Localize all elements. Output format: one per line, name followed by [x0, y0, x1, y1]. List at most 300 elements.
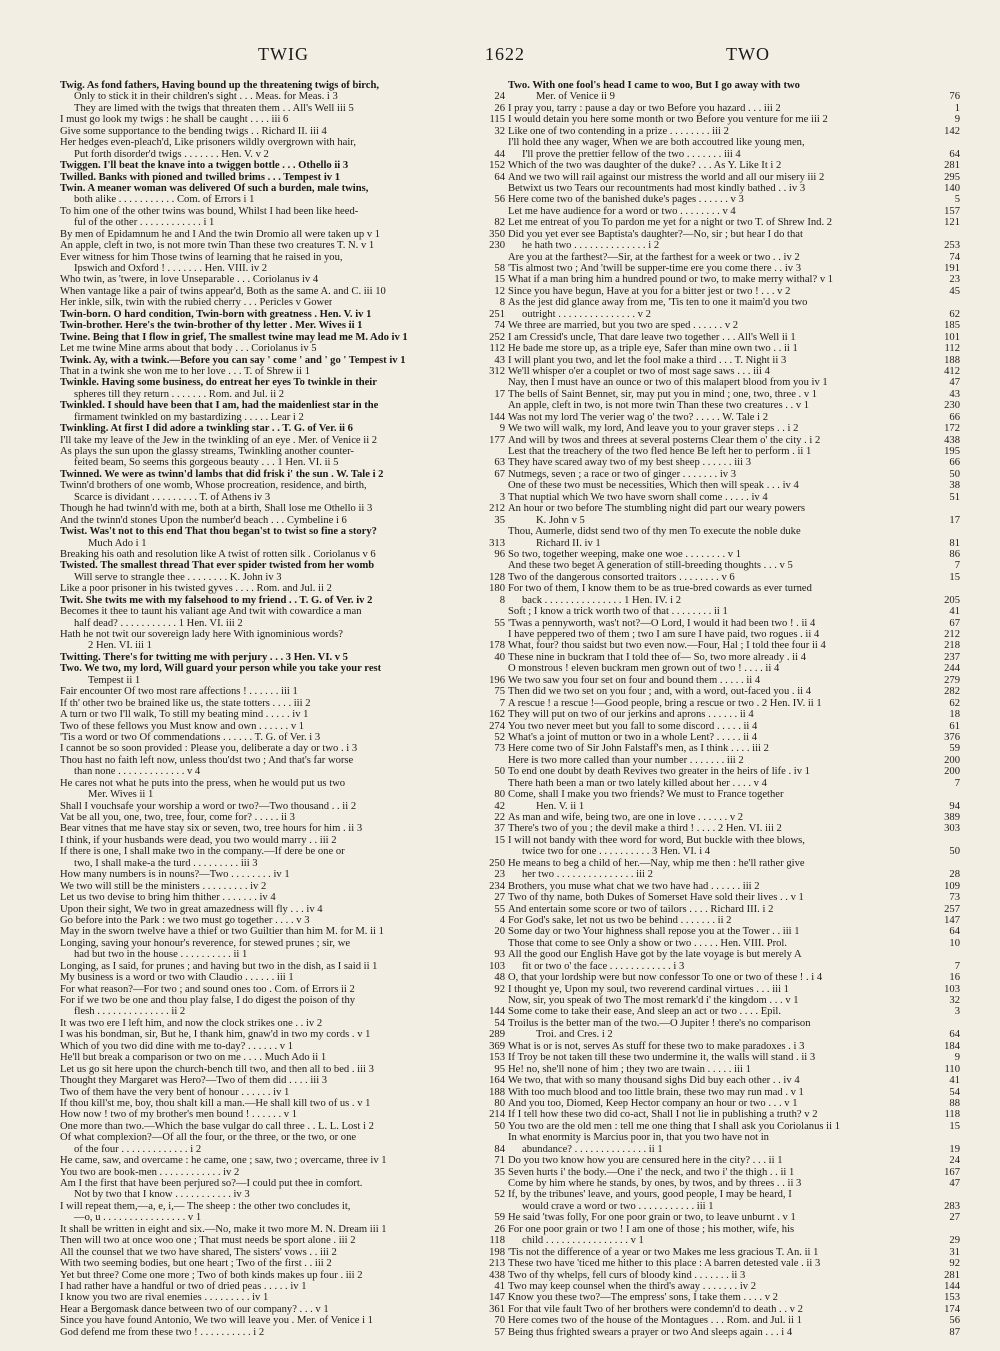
concordance-line — [60, 423, 505, 434]
entry-text: You two are book-men . . . . . . . . . . . . iv 2 — [60, 1166, 240, 1178]
line-number: 61 — [949, 720, 960, 732]
line-number: 185 — [944, 320, 960, 332]
concordance-line — [508, 1235, 960, 1246]
entry-text: Put forth disorder'd twigs . . . . . . . Hen. V. v 2 — [74, 148, 269, 160]
entry-text: Let me twine Mine arms about that body . . . Coriolanus iv 5 — [60, 343, 317, 355]
line-number: 103 — [489, 960, 505, 972]
concordance-line — [508, 343, 960, 354]
line-number: 412 — [944, 365, 960, 377]
entry-text: Twin-born. O hard condition, Twin-born with greatness . Hen. V. iv 1 — [60, 308, 372, 320]
line-number: 66 — [949, 411, 960, 423]
line-number: 26 — [494, 1223, 505, 1235]
concordance-line — [508, 515, 960, 526]
entry-text: Two. With one fool's head I came to woo, But I go away with two — [508, 80, 800, 91]
concordance-line — [508, 640, 960, 651]
entry-text: Thought they Margaret was Hero?—Two of them did . . . . iii 3 — [60, 1075, 328, 1087]
entry-text: feited beam, So seems this gorgeous beauty . . . 1 Hen. VI. ii 5 — [74, 457, 339, 469]
concordance-line — [508, 1064, 960, 1075]
concordance-line — [508, 320, 960, 331]
concordance-line — [508, 778, 960, 789]
concordance-line — [508, 149, 960, 160]
line-number: 42 — [494, 800, 505, 812]
line-number: 22 — [494, 812, 505, 823]
line-number: 9 — [954, 1052, 960, 1064]
line-number: 9 — [954, 114, 960, 126]
entry-text: Twinkling. At first I did adore a twinkling star . . T. G. of Ver. ii 6 — [60, 423, 353, 435]
line-number: 73 — [494, 743, 505, 755]
concordance-line — [508, 377, 960, 388]
concordance-line — [60, 801, 505, 812]
concordance-line — [60, 675, 505, 686]
line-number: 44 — [494, 148, 505, 160]
concordance-line — [60, 618, 505, 629]
concordance-line — [508, 126, 960, 137]
line-number: 86 — [949, 548, 960, 560]
line-number: 178 — [489, 640, 505, 652]
concordance-line — [60, 515, 505, 526]
entry-text: Scarce is dividant . . . . . . . . . T. of Athens iv 3 — [74, 491, 271, 503]
concordance-line — [60, 240, 505, 251]
concordance-line — [508, 1201, 960, 1212]
concordance-line — [508, 412, 960, 423]
line-number: 43 — [494, 354, 505, 366]
entry-text: K. John v 5 — [536, 514, 585, 526]
entry-text: Here comes two of the house of the Montagues . . . Rom. and Jul. ii 1 — [508, 1315, 802, 1327]
entry-text: That nuptial which We two have sworn shall come . . . . . iv 4 — [508, 491, 768, 503]
concordance-line — [508, 1155, 960, 1166]
entry-text: Let us go sit here upon the church-bench till two, and then all to bed . iii 3 — [60, 1063, 374, 1075]
concordance-line — [508, 823, 960, 834]
entry-text: In what enormity is Marcius poor in, that you two have not in — [508, 1132, 769, 1144]
line-number: 24 — [949, 1155, 960, 1167]
entry-text: The bells of Saint Bennet, sir, may put you in mind ; one, two, three . v 1 — [508, 388, 818, 400]
entry-text: As plays the sun upon the glassy streams, Twinkling another counter- — [60, 446, 354, 457]
entry-text: We three are married, but you two are sped . . . . . . v 2 — [508, 320, 739, 332]
concordance-line — [508, 629, 960, 640]
concordance-line — [508, 915, 960, 926]
entry-text: half dead? . . . . . . . . . . . 1 Hen. VI. iii 2 — [74, 617, 243, 629]
entry-text: her two . . . . . . . . . . . . . . . iii 2 — [522, 869, 653, 881]
entry-text: All the good our English Have got by the late voyage is but merely A — [508, 949, 802, 961]
entry-text: Twig. As fond fathers, Having bound up the threatening twigs of birch, — [60, 80, 380, 91]
entry-text: Go before into the Park : we two must go together . . . . v 3 — [60, 914, 310, 926]
entry-text: Twisted. The smallest thread That ever spider twisted from her womb — [60, 560, 375, 572]
line-number: 109 — [944, 880, 960, 892]
entry-text: I must go look my twigs : he shall be caught . . . . iii 6 — [60, 114, 289, 126]
entry-text: I'll hold thee any wager, When we are both accoutred like young men, — [508, 137, 805, 149]
concordance-line — [508, 492, 960, 503]
line-number: 213 — [489, 1258, 505, 1270]
line-number: 17 — [949, 514, 960, 526]
line-number: 198 — [489, 1246, 505, 1258]
line-number: 87 — [949, 1326, 960, 1338]
line-number: 144 — [489, 1006, 505, 1018]
entry-text: That in a twink she won me to her love . . . T. of Shrew ii 1 — [60, 365, 310, 377]
concordance-line — [60, 1052, 505, 1063]
entry-text: He! no, she'll none of him ; they two are twain . . . . . iii 1 — [508, 1063, 751, 1075]
line-number: 8 — [499, 594, 505, 606]
line-number: 142 — [944, 125, 960, 137]
concordance-line — [508, 961, 960, 972]
concordance-line — [60, 835, 505, 846]
entry-text: We two saw you four set on four and bound them . . . . . ii 4 — [508, 674, 761, 686]
entry-text: Come by him where he stands, by ones, by twos, and by threes . . ii 3 — [508, 1178, 802, 1189]
line-number: 128 — [489, 571, 505, 583]
concordance-line — [60, 938, 505, 949]
entry-text: Mer. of Venice ii 9 — [536, 91, 615, 103]
concordance-line — [508, 1109, 960, 1120]
line-number: 64 — [949, 1029, 960, 1041]
concordance-line — [60, 1029, 505, 1040]
line-number: 23 — [949, 274, 960, 286]
entry-text: And entertain some score or two of tailors . . . . Richard III. i 2 — [508, 903, 774, 915]
concordance-line — [60, 1167, 505, 1178]
concordance-line — [60, 1235, 505, 1246]
line-number: 172 — [944, 423, 960, 435]
line-number: 48 — [494, 972, 505, 984]
concordance-line — [60, 526, 505, 537]
entry-text: than none . . . . . . . . . . . . . v 4 — [74, 766, 201, 778]
concordance-line — [508, 114, 960, 125]
concordance-line — [60, 1064, 505, 1075]
running-head-left: TWIG — [258, 44, 309, 64]
entry-text: child . . . . . . . . . . . . . . . . v 1 — [522, 1235, 644, 1247]
line-number: 369 — [489, 1040, 505, 1052]
line-number: 23 — [494, 869, 505, 881]
concordance-line — [508, 595, 960, 606]
concordance-line — [60, 103, 505, 114]
concordance-line — [60, 1041, 505, 1052]
line-number: 41 — [494, 1280, 505, 1292]
line-number: 47 — [949, 377, 960, 389]
entry-text: Twit. She twits me with my falsehood to my friend . . T. G. of Ver. iv 2 — [60, 594, 373, 606]
entry-text: We'll whisper o'er a couplet or two of most sage saws . . . iii 4 — [508, 365, 770, 377]
line-number: 152 — [489, 160, 505, 172]
entry-text: He'll but break a comparison or two on me . . . . Much Ado ii 1 — [60, 1052, 327, 1064]
entry-text: He came, saw, and overcame : he came, one ; saw, two ; overcame, three iv 1 — [60, 1155, 387, 1167]
entry-text: How now ! two of my brother's men bound ! . . . . . . v 1 — [60, 1109, 298, 1121]
line-number: 75 — [494, 686, 505, 698]
entry-text: Hear a Bergomask dance between two of our company? . . . v 1 — [60, 1303, 329, 1315]
running-head-right: TWO — [726, 44, 770, 64]
line-number: 188 — [489, 1086, 505, 1098]
line-number: 28 — [949, 869, 960, 881]
line-number: 244 — [944, 663, 960, 675]
concordance-line — [60, 915, 505, 926]
entry-text: Troilus is the better man of the two.—O Jupiter ! there's no comparison — [508, 1017, 811, 1029]
concordance-line — [508, 309, 960, 320]
line-number: 50 — [494, 1120, 505, 1132]
concordance-line — [508, 1212, 960, 1223]
entry-text: What's a joint of mutton or two in a whole Lent? . . . . . ii 4 — [508, 731, 758, 743]
concordance-line — [60, 869, 505, 880]
entry-text: With too much blood and too little brain, these two may run mad . v 1 — [508, 1086, 804, 1098]
concordance-line — [508, 1087, 960, 1098]
concordance-line — [508, 1006, 960, 1017]
line-number: 76 — [949, 91, 960, 103]
concordance-line — [60, 332, 505, 343]
line-number: 56 — [949, 1315, 960, 1327]
line-number: 214 — [489, 1109, 505, 1121]
line-number: 32 — [494, 125, 505, 137]
entry-text: Much Ado i 1 — [88, 537, 147, 549]
line-number: 350 — [489, 228, 505, 240]
line-number: 93 — [494, 949, 505, 961]
entry-text: Which of the two was daughter of the duke? . . . As Y. Like It i 2 — [508, 160, 782, 172]
concordance-line — [508, 1144, 960, 1155]
concordance-line — [508, 663, 960, 674]
entry-text: If thou kill'st me, boy, thou shalt kill a man.—He shall kill two of us . v 1 — [60, 1097, 371, 1109]
line-number: 84 — [494, 1143, 505, 1155]
entry-text: Thou, Aumerle, didst send two of thy men To execute the noble duke — [508, 526, 801, 538]
entry-text: I'll take my leave of the Jew in the twinkling of an eye . Mer. of Venice ii 2 — [60, 434, 378, 446]
line-number: 58 — [494, 263, 505, 274]
line-number: 389 — [944, 812, 960, 823]
line-number: 15 — [949, 571, 960, 583]
concordance-line — [60, 721, 505, 732]
entry-text: twice two for one . . . . . . . . . . 3 Hen. VI. i 4 — [522, 846, 711, 858]
concordance-line — [508, 618, 960, 629]
concordance-line — [60, 778, 505, 789]
line-number: 70 — [494, 1315, 505, 1327]
line-number: 118 — [944, 1109, 960, 1121]
entry-text: Twilled. Banks with pioned and twilled brims . . . Tempest iv 1 — [60, 171, 341, 183]
concordance-line — [508, 549, 960, 560]
line-number: 66 — [949, 457, 960, 469]
concordance-line — [60, 766, 505, 777]
left-column — [60, 80, 505, 1338]
concordance-line — [60, 1178, 505, 1189]
concordance-line — [508, 229, 960, 240]
concordance-line — [508, 972, 960, 983]
line-number: 62 — [949, 697, 960, 709]
entry-text: So two, together weeping, make one woe . . . . . . . . v 1 — [508, 548, 742, 560]
entry-text: You two are the old men : tell me one thing that I shall ask you Coriolanus ii 1 — [508, 1120, 840, 1132]
entry-text: For what reason?—For two ; and sound ones too . Com. of Errors ii 2 — [60, 983, 355, 995]
line-number: 191 — [944, 263, 960, 274]
entry-text: Did you yet ever see Baptista's daughter?—No, sir ; but hear I do that — [508, 228, 803, 240]
entry-text: fit or two o' the face . . . . . . . . . . . . i 3 — [522, 960, 685, 972]
concordance-line — [508, 263, 960, 274]
line-number: 200 — [944, 766, 960, 778]
line-number: 147 — [944, 914, 960, 926]
concordance-line — [60, 412, 505, 423]
concordance-line — [60, 503, 505, 514]
line-number: 147 — [489, 1292, 505, 1304]
concordance-line — [60, 252, 505, 263]
concordance-line — [60, 217, 505, 228]
entry-text: An hour or two before The stumbling night did part our weary powers — [508, 503, 805, 515]
entry-text: Hath he not twit our sovereign lady here With ignominious words? — [60, 629, 344, 640]
line-number: 27 — [494, 892, 505, 904]
concordance-line — [508, 755, 960, 766]
line-number: 438 — [944, 434, 960, 446]
concordance-line — [508, 252, 960, 263]
entry-text: firmament twinkled on my bastardizing . . . . . Lear i 2 — [74, 411, 304, 423]
entry-text: Longing, saving your honour's reverence, for stewed prunes ; sir, we — [60, 937, 351, 949]
entry-text: By men of Epidamnum he and I And the twin Dromio all were taken up v 1 — [60, 228, 381, 240]
entry-text: Since you have begun, Have at you for a bitter jest or two ! . . . v 2 — [508, 285, 791, 297]
line-number: 361 — [489, 1303, 505, 1315]
line-number: 164 — [489, 1075, 505, 1087]
line-number: 15 — [949, 1120, 960, 1132]
concordance-line — [508, 743, 960, 754]
entry-text: Ever witness for him Those twins of learning that he raised in you, — [60, 251, 343, 263]
concordance-line — [508, 1167, 960, 1178]
line-number: 41 — [949, 606, 960, 618]
concordance-line — [60, 732, 505, 743]
entry-text: —o, u . . . . . . . . . . . . . . . . v 1 — [74, 1212, 202, 1224]
entry-text: Though he had twinn'd with me, both at a birth, Shall lose me Othello ii 3 — [60, 503, 373, 515]
line-number: 41 — [949, 1075, 960, 1087]
line-number: 157 — [944, 205, 960, 217]
entry-text: O, that your lordship were but now confessor To one or two of these ! . i 4 — [508, 972, 823, 984]
concordance-line — [60, 984, 505, 995]
entry-text: Come, shall I make you two friends? We must to France together — [508, 789, 784, 801]
line-number: 17 — [494, 388, 505, 400]
entry-text: Longing, as I said, for prunes ; and having but two in the dish, as I said ii 1 — [60, 960, 378, 972]
concordance-line — [508, 1075, 960, 1086]
concordance-line — [60, 549, 505, 560]
line-number: 35 — [494, 514, 505, 526]
concordance-line — [508, 572, 960, 583]
concordance-line — [508, 1292, 960, 1303]
line-number: 67 — [949, 617, 960, 629]
concordance-line — [60, 1189, 505, 1200]
concordance-line — [60, 80, 505, 91]
concordance-line — [60, 91, 505, 102]
entry-text: Then did we two set on you four ; and, with a word, out-faced you . ii 4 — [508, 686, 812, 698]
entry-text: Am I the first that have been perjured so?—I could put thee in comfort. — [60, 1178, 363, 1189]
concordance-line — [60, 206, 505, 217]
line-number: 196 — [489, 674, 505, 686]
entry-text: I think, if your husbands were dead, you two would marry . . iii 2 — [60, 834, 337, 846]
concordance-line — [60, 355, 505, 366]
concordance-line — [508, 1270, 960, 1281]
line-number: 167 — [944, 1166, 960, 1178]
entry-text: Two of thy whelps, fell curs of bloody kind . . . . . . . ii 3 — [508, 1269, 746, 1281]
line-number: 251 — [489, 308, 505, 320]
concordance-line — [60, 149, 505, 160]
concordance-line — [60, 972, 505, 983]
entry-text: Let me have audience for a word or two . . . . . . . . v 4 — [508, 205, 736, 217]
line-number: 32 — [949, 995, 960, 1006]
entry-text: Know you these two?—The empress' sons, I take them . . . . v 2 — [508, 1292, 778, 1304]
line-number: 144 — [489, 411, 505, 423]
line-number: 153 — [489, 1052, 505, 1064]
page-number: 1622 — [485, 44, 525, 64]
concordance-line — [508, 606, 960, 617]
concordance-line — [508, 709, 960, 720]
concordance-line — [508, 172, 960, 183]
entry-text: Tempest ii 1 — [88, 674, 141, 686]
line-number: 212 — [944, 629, 960, 640]
concordance-line — [60, 892, 505, 903]
entry-text: As the jest did glance away from me, 'Tis ten to one it maim'd you two — [508, 297, 808, 309]
concordance-line — [60, 755, 505, 766]
line-number: 283 — [944, 1200, 960, 1212]
line-number: 153 — [944, 1292, 960, 1304]
entry-text: Now, sir, you speak of two The most remark'd i' the kingdom . . . v 1 — [508, 995, 799, 1006]
concordance-line — [60, 377, 505, 388]
line-number: 5 — [954, 194, 960, 206]
line-number: 40 — [494, 651, 505, 663]
concordance-line — [60, 320, 505, 331]
line-number: 112 — [489, 343, 505, 355]
entry-text: For two of them, I know them to be as true-bred cowards as ever turned — [508, 583, 812, 595]
entry-text: two, I shall make-a the turd . . . . . . . . . iii 3 — [74, 857, 258, 869]
line-number: 82 — [494, 217, 505, 229]
line-number: 18 — [949, 709, 960, 721]
entry-text: These nine in buckram that I told thee of— So, two more already . ii 4 — [508, 651, 807, 663]
concordance-line — [508, 1098, 960, 1109]
concordance-line — [508, 686, 960, 697]
entry-text: O monstrous ! eleven buckram men grown out of two ! . . . . ii 4 — [508, 663, 780, 675]
concordance-line — [508, 732, 960, 743]
entry-text: I had rather have a handful or two of dried peas . . . . . iv 1 — [60, 1280, 307, 1292]
line-number: 174 — [944, 1303, 960, 1315]
entry-text: Twin. A meaner woman was delivered Of such a burden, male twins, — [60, 182, 369, 194]
concordance-line — [508, 389, 960, 400]
entry-text: For one poor grain or two ! I am one of those ; his mother, wife, his — [508, 1223, 795, 1235]
entry-text: He means to beg a child of her.—Nay, whip me then : he'll rather give — [508, 857, 805, 869]
entry-text: All the counsel that we two have shared, The sisters' vows . . iii 2 — [60, 1246, 337, 1258]
line-number: 237 — [944, 651, 960, 663]
entry-text: Soft ; I know a trick worth two of that . . . . . . . . ii 1 — [508, 606, 728, 618]
concordance-line — [60, 686, 505, 697]
entry-text: I would detain you here some month or two Before you venture for me iii 2 — [508, 114, 828, 126]
entry-text: Betwixt us two Tears our recountments had most kindly bathed . . iv 3 — [508, 182, 806, 194]
concordance-line — [60, 606, 505, 617]
entry-text: ful of the other . . . . . . . . . . . . i 1 — [74, 217, 215, 229]
concordance-line — [508, 652, 960, 663]
entry-text: For if we two be one and thou play false, I do digest the poison of thy — [60, 995, 356, 1006]
concordance-line — [508, 995, 960, 1006]
line-number: 188 — [944, 354, 960, 366]
concordance-line — [60, 743, 505, 754]
entry-text: My business is a word or two with Claudio . . . . . . iii 1 — [60, 972, 294, 984]
line-number: 1 — [954, 102, 960, 114]
entry-text: I have peppered two of them ; two I am sure I have paid, two rogues . ii 4 — [508, 629, 820, 640]
concordance-line — [508, 984, 960, 995]
concordance-line — [60, 926, 505, 937]
entry-text: Her inkle, silk, twin with the rubied cherry . . . Pericles v Gower — [60, 297, 333, 309]
concordance-line — [60, 286, 505, 297]
entry-text: Fair encounter Of two most rare affections ! . . . . . . iii 1 — [60, 686, 298, 698]
entry-text: I will repeat them,—a, e, i,— The sheep : the other two concludes it, — [60, 1200, 351, 1212]
line-number: 57 — [494, 1326, 505, 1338]
line-number: 177 — [489, 434, 505, 446]
line-number: 35 — [494, 1166, 505, 1178]
line-number: 88 — [949, 1097, 960, 1109]
entry-text: For God's sake, let not us two be behind . . . . . . . ii 2 — [508, 914, 732, 926]
line-number: 281 — [944, 160, 960, 172]
concordance-line — [60, 114, 505, 125]
line-number: 289 — [489, 1029, 505, 1041]
concordance-line — [60, 881, 505, 892]
concordance-line — [60, 1315, 505, 1326]
line-number: 54 — [949, 1086, 960, 1098]
entry-text: What is or is not, serves As stuff for these two to make paradoxes . i 3 — [508, 1040, 805, 1052]
concordance-line — [60, 538, 505, 549]
line-number: 31 — [949, 1246, 960, 1258]
entry-text: Who twin, as 'twere, in love Unseparable . . . Coriolanus iv 4 — [60, 274, 319, 286]
concordance-line — [60, 629, 505, 640]
line-number: 24 — [494, 91, 505, 103]
concordance-line — [60, 789, 505, 800]
entry-text: Seven hurts i' the body.—One i' the neck, and two i' the thigh . . ii 1 — [508, 1166, 795, 1178]
entry-text: Twist. Was't not to this end That thou began'st to twist so fine a story? — [60, 526, 377, 538]
